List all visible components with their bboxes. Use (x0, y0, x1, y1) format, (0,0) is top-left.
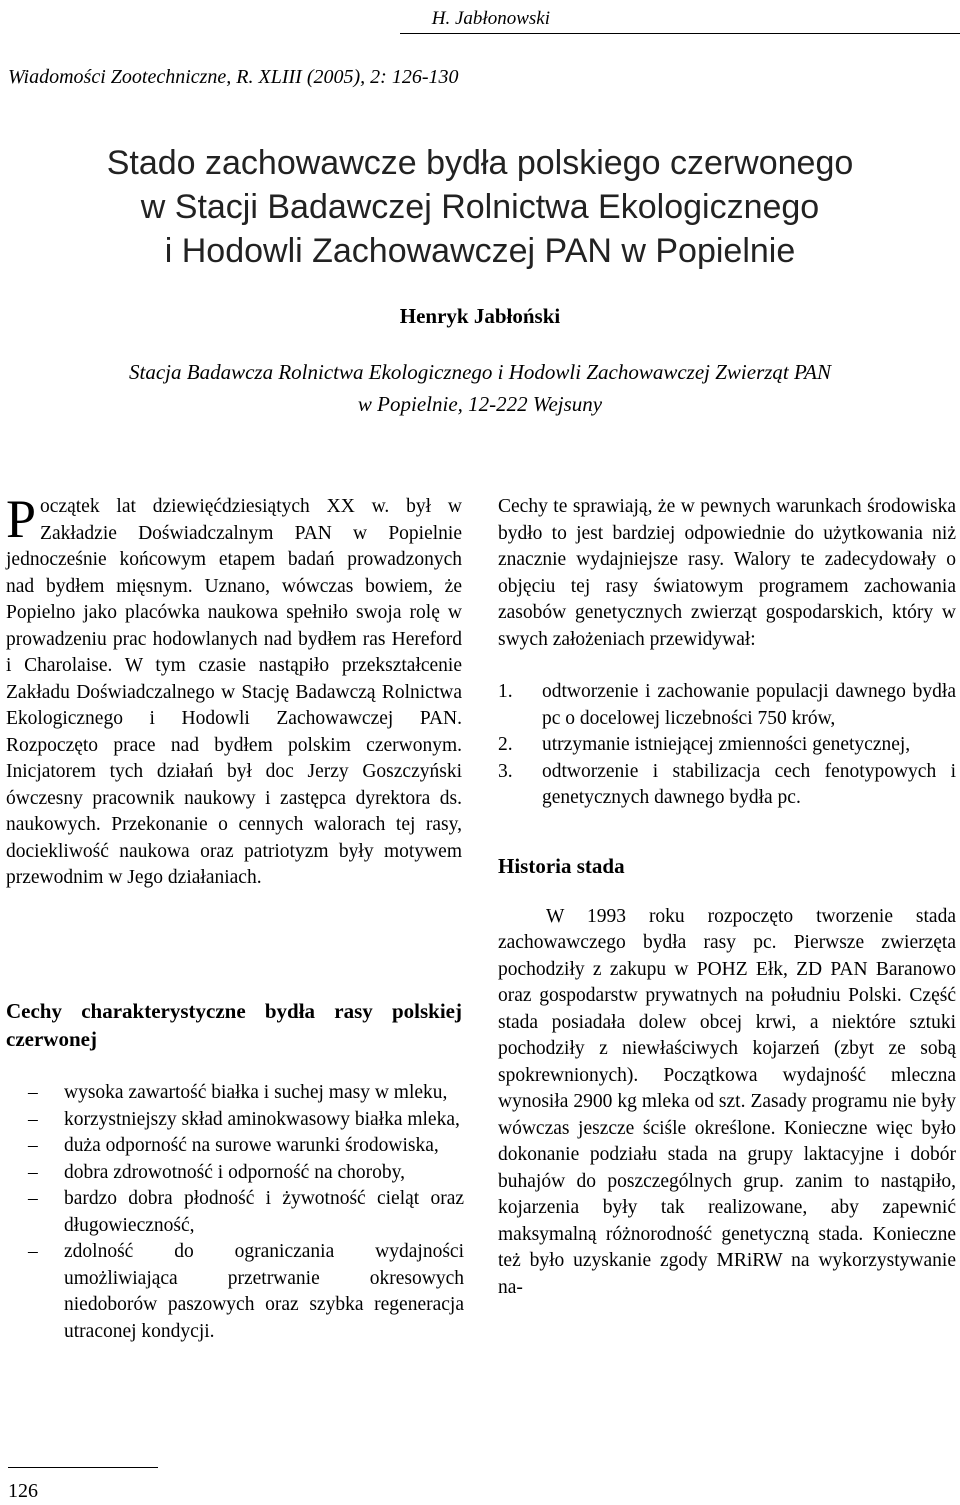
title-line-2: w Stacji Badawczej Rolnictwa Ekologicznego (140, 188, 820, 226)
list-number: 1. (498, 681, 513, 702)
header-rule (400, 33, 960, 34)
dash-marker: – (28, 1188, 38, 1209)
dash-marker: – (28, 1108, 38, 1130)
list-item-text: dobra zdrowotność i odporność na choroby, (64, 1161, 405, 1183)
page-number: 126 (8, 1480, 38, 1502)
section-heading-history: Historia stada (498, 853, 625, 878)
list-item-text: zdolność do ograniczania wydajności umożliwiająca przetrwanie okresowych niedoborów paszowych oraz szybka regeneracja utraconej kondycji. (64, 1241, 464, 1342)
right-intro-paragraph: Cechy te sprawiają, że w pewnych warunkach środowiska bydło to jest bardziej odpowiednie do użytkowania niż znacznie wydajniejsze rasy. Walory te zadecydowały o objęciu tej rasy światowym programem zachowania zasobów genetycznych zwierząt gospodarskich, który w swych założeniach przewidywał: (498, 496, 956, 650)
intro-text: oczątek lat dziewięćdziesiątych XX w. był w Zakładzie Doświadczalnym PAN w Popielnie jednocześnie końcowym etapem badań prowadzonych nad bydłem mięsnym. Uznano, wówczas bowiem, że Popielno jako placówka naukowa spełniło swoja rolę w prowadzeniu prac hodowlanych nad bydłem ras Hereford i Charolaise. W tym czasie nastąpiło przekształcenie Zakładu Doświadczalnego w Stację Badawczą Rolnictwa Ekologicznego i Hodowli Zachowawczej PAN. Rozpoczęto prace nad bydłem polskim czerwonym. Inicjatorem tych działań był doc Jerzy Goszczyński ówczesny pracownik naukowy i zastępca dyrektora ds. naukowych. Przekonanie o cennych walorach tej rasy, dociekliwość naukowa oraz patriotyzm były motywem przewodnim w Jego działaniach. (6, 496, 462, 888)
left-column (6, 489, 462, 892)
dash-marker: – (28, 1161, 38, 1183)
goals-list (498, 679, 956, 812)
list-item (498, 679, 956, 732)
running-header-author: H. Jabłonowski (431, 8, 550, 29)
intro-paragraph (6, 489, 462, 892)
dash-marker: – (28, 1135, 38, 1156)
list-item (498, 759, 956, 812)
list-item-text: bardzo dobra płodność i żywotność cieląt oraz długowieczność, (64, 1188, 464, 1236)
title-line-3: i Hodowli Zachowawczej PAN w Popielnie (164, 232, 796, 270)
list-item-text: odtworzenie i zachowanie populacji dawnego bydła pc o docelowej liczebności 750 krów, (542, 681, 956, 729)
list-item-text: utrzymanie istniejącej zmienności genetycznej, (542, 734, 911, 755)
title-line-1: Stado zachowawcze bydła polskiego czerwonego (106, 144, 854, 182)
dash-marker: – (28, 1082, 38, 1103)
list-item (28, 1107, 464, 1134)
drop-cap: P (6, 489, 37, 549)
list-item (28, 1160, 464, 1187)
affiliation-line-1: Stacja Badawcza Rolnictwa Ekologicznego i Hodowli Zachowawczej Zwierząt PAN (129, 360, 831, 384)
section-heading-traits: Cechy charakterystyczne bydła rasy polskiej czerwonej (6, 999, 462, 1051)
footer-rule (8, 1467, 158, 1468)
list-item (28, 1186, 464, 1239)
dash-marker: – (28, 1241, 38, 1262)
list-item-text: odtworzenie i stabilizacja cech fenotypowych i genetycznych dawnego bydła pc. (542, 760, 956, 808)
right-column (498, 494, 956, 1301)
article-title (0, 141, 960, 273)
history-paragraph: W 1993 roku rozpoczęto tworzenie stada zachowawczego bydła rasy pc. Pierwsze zwierzęta pochodziły z zakupu w POHZ Ełk, ZD PAN Baranowo oraz gospodarstw prywatnych na południu Polski. Część stada posiadała dolew obcej krwi, a niektóre sztuki pochodziły z niewłaściwych kojarzeń (zbyt ze sobą spokrewnionych). Początkowa wydajność mleczna wynosiła 2900 kg mleka od szt. Zasady programu nie były wówczas jeszcze ściśle określone. Konieczne więc było dokonanie podziału stada na grupy laktacyjne i dobór buhajów do poszczególnych grup. zanim to nastąpiło, kojarzenia były tak realizowane, aby zapewnić maksymalną różnorodność genetyczną stada. Konieczne też było uzyskanie zgody MRiRW na wykorzystywanie na- (498, 905, 956, 1298)
list-item (28, 1133, 464, 1160)
list-item-text: wysoka zawartość białka i suchej masy w mleku, (64, 1082, 448, 1103)
list-item-text: duża odporność na surowe warunki środowiska, (64, 1135, 439, 1156)
list-number: 2. (498, 734, 513, 755)
affiliation-line-2: w Popielnie, 12-222 Wejsuny (357, 392, 603, 416)
list-item (28, 1239, 464, 1345)
affiliation (0, 356, 960, 420)
journal-citation: Wiadomości Zootechniczne, R. XLIII (2005), 2: 126-130 (8, 66, 459, 88)
list-number: 3. (498, 760, 513, 782)
list-item (28, 1080, 464, 1107)
list-item (498, 732, 956, 759)
author-name: Henryk Jabłoński (399, 304, 561, 328)
list-item-text: korzystniejszy skład aminokwasowy białka mleka, (64, 1108, 460, 1130)
traits-list (28, 1080, 464, 1345)
